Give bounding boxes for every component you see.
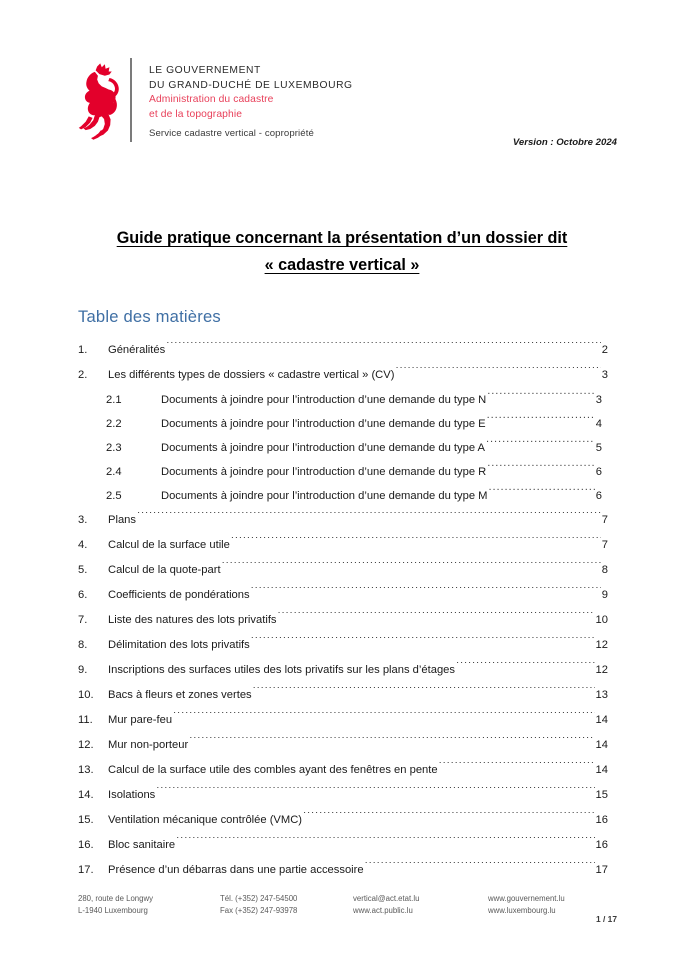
luxembourg-lion-icon (78, 58, 124, 144)
administration-line-2: et de la topographie (149, 108, 243, 120)
footer-line: Tél. (+352) 247-54500 (220, 894, 298, 903)
toc-entry-page: 12 (595, 639, 608, 651)
toc-entry-label: Ventilation mécanique contrôlée (VMC) (108, 814, 303, 826)
toc-entry-number: 10. (78, 689, 94, 701)
toc-entry[interactable] (78, 412, 608, 436)
toc-leader-dots (231, 537, 601, 548)
toc-entry-label: Documents à joindre pour l’introduction d’une demande du type A (161, 442, 486, 454)
toc-leader-dots (365, 862, 595, 873)
toc-entry-page: 2 (601, 344, 608, 356)
toc-entry-page: 16 (595, 814, 608, 826)
toc-entry-page: 13 (595, 689, 608, 701)
toc-entry-number: 15. (78, 814, 94, 826)
toc-entry-number: 2.3 (106, 442, 122, 454)
toc-entry-page: 4 (595, 418, 602, 430)
toc-entry-label: Calcul de la surface utile (108, 539, 230, 551)
toc-entry[interactable] (78, 608, 608, 633)
toc-entry-page: 14 (595, 714, 608, 726)
toc-entry-page: 3 (595, 394, 602, 406)
toc-entry-label: Mur pare-feu (108, 714, 173, 726)
toc-entry-page: 9 (601, 589, 608, 601)
toc-entry[interactable] (78, 708, 608, 733)
toc-leader-dots (251, 587, 601, 598)
toc-leader-dots (156, 787, 594, 798)
toc-entry[interactable] (78, 436, 608, 460)
toc-entry-number: 11. (78, 714, 93, 726)
page-number: 1 / 17 (596, 914, 617, 924)
toc-entry-page: 12 (595, 664, 608, 676)
toc-entry-number: 2.2 (106, 418, 122, 430)
toc-leader-dots (253, 687, 595, 698)
toc-heading: Table des matières (78, 307, 221, 326)
toc-entry-page: 6 (595, 466, 602, 478)
toc-leader-dots (489, 488, 595, 499)
toc-entry[interactable] (78, 484, 608, 508)
toc-entry-number: 5. (78, 564, 88, 576)
footer-column (353, 893, 488, 916)
toc-entry-page: 17 (595, 864, 608, 876)
toc-entry-number: 2.5 (106, 490, 122, 502)
toc-entry[interactable] (78, 783, 608, 808)
toc-entry-page: 8 (601, 564, 608, 576)
version-label: Version : Octobre 2024 (512, 137, 617, 148)
toc-leader-dots (176, 837, 594, 848)
toc-entry-number: 9. (78, 664, 88, 676)
toc-leader-dots (456, 662, 595, 673)
toc-entry[interactable] (78, 533, 608, 558)
toc-entry[interactable] (78, 808, 608, 833)
administration-line-1: Administration du cadastre (149, 94, 274, 106)
toc-leader-dots (439, 762, 595, 773)
toc-entry[interactable] (78, 833, 608, 858)
toc-entry-label: Documents à joindre pour l’introduction d’une demande du type N (161, 394, 487, 406)
toc-leader-dots (395, 367, 600, 378)
toc-entry[interactable] (78, 460, 608, 484)
government-line-1: LE GOUVERNEMENT (149, 65, 261, 76)
page-title-line-1: Guide pratique concernant la présentation d’un dossier dit (116, 229, 568, 247)
toc-entry-label: Plans (108, 514, 136, 526)
toc-leader-dots (173, 712, 595, 723)
toc-entry-label: Calcul de la quote-part (108, 564, 221, 576)
toc-entry[interactable] (78, 733, 608, 758)
document-header (78, 58, 618, 144)
toc-entry-label: Bacs à fleurs et zones vertes (108, 689, 252, 701)
toc-entry-page: 6 (595, 490, 602, 502)
toc-entry[interactable] (78, 558, 608, 583)
toc-entry-label: Mur non-porteur (108, 739, 189, 751)
toc-entry-page: 7 (601, 514, 608, 526)
footer-line: vertical@act.etat.lu (353, 894, 420, 903)
toc-leader-dots (487, 392, 595, 403)
footer-column (78, 893, 220, 916)
toc-leader-dots (278, 612, 595, 623)
toc-entry[interactable] (78, 658, 608, 683)
footer-column (488, 893, 608, 916)
toc-entry-number: 13. (78, 764, 94, 776)
header-divider (130, 58, 132, 142)
toc-entry-number: 4. (78, 539, 88, 551)
toc-entry-number: 8. (78, 639, 88, 651)
toc-entry-label: Liste des natures des lots privatifs (108, 614, 277, 626)
toc-leader-dots (486, 440, 595, 451)
toc-entry-label: Documents à joindre pour l’introduction d’une demande du type R (161, 466, 487, 478)
footer-line: www.luxembourg.lu (488, 905, 556, 915)
toc-leader-dots (222, 562, 601, 573)
page-title (78, 225, 606, 279)
toc-entry[interactable] (78, 363, 608, 388)
toc-entry[interactable] (78, 388, 608, 412)
toc-entry-number: 16. (78, 839, 94, 851)
toc-entry-label: Documents à joindre pour l’introduction d’une demande du type E (161, 418, 486, 430)
footer-column (220, 893, 353, 916)
table-of-contents (78, 338, 608, 883)
toc-entry-number: 2.1 (106, 394, 122, 406)
toc-entry-number: 12. (78, 739, 94, 751)
toc-entry-label: Généralités (108, 344, 166, 356)
toc-entry-label: Présence d’un débarras dans une partie accessoire (108, 864, 364, 876)
toc-entry-label: Bloc sanitaire (108, 839, 176, 851)
toc-entry-number: 14. (78, 789, 94, 801)
toc-entry[interactable] (78, 508, 608, 533)
service-line: Service cadastre vertical - copropriété (149, 128, 314, 140)
toc-entry[interactable] (78, 633, 608, 658)
toc-entry-number: 6. (78, 589, 88, 601)
toc-leader-dots (189, 737, 594, 748)
toc-entry-page: 16 (595, 839, 608, 851)
page-title-line-2: « cadastre vertical » (264, 256, 420, 274)
toc-entry[interactable] (78, 583, 608, 608)
toc-entry-page: 3 (601, 369, 608, 381)
toc-entry-page: 14 (595, 739, 608, 751)
toc-leader-dots (137, 512, 601, 523)
toc-entry-number: 2. (78, 369, 88, 381)
footer-line: L-1940 Luxembourg (78, 905, 148, 915)
toc-entry-number: 1. (78, 344, 88, 356)
toc-entry[interactable] (78, 683, 608, 708)
toc-entry-label: Les différents types de dossiers « cadastre vertical » (CV) (108, 369, 395, 381)
toc-entry-label: Calcul de la surface utile des combles ayant des fenêtres en pente (108, 764, 438, 776)
header-text-block (149, 58, 618, 142)
toc-leader-dots (303, 812, 595, 823)
toc-entry-page: 10 (595, 614, 608, 626)
toc-entry-number: 3. (78, 514, 88, 526)
document-footer (78, 893, 608, 916)
toc-leader-dots (166, 342, 601, 353)
toc-entry-page: 5 (595, 442, 602, 454)
toc-leader-dots (251, 637, 595, 648)
government-line-2: DU GRAND-DUCHÉ DE LUXEMBOURG (149, 79, 353, 91)
toc-entry-label: Documents à joindre pour l’introduction d’une demande du type M (161, 490, 488, 502)
toc-entry-page: 14 (595, 764, 608, 776)
toc-entry-label: Délimitation des lots privatifs (108, 639, 250, 651)
toc-entry-number: 2.4 (106, 466, 122, 478)
toc-entry-label: Inscriptions des surfaces utiles des lots privatifs sur les plans d’étages (108, 664, 455, 676)
toc-leader-dots (487, 416, 595, 427)
toc-entry-number: 7. (78, 614, 88, 626)
toc-entry-label: Coefficients de pondérations (108, 589, 250, 601)
toc-entry-number: 17. (78, 864, 94, 876)
footer-line: 280, route de Longwy (78, 894, 153, 903)
toc-entry[interactable] (78, 758, 608, 783)
toc-entry-page: 15 (595, 789, 608, 801)
toc-entry[interactable] (78, 338, 608, 363)
toc-entry[interactable] (78, 858, 608, 883)
footer-line: Fax (+352) 247-93978 (220, 905, 298, 915)
footer-line: www.act.public.lu (353, 905, 413, 915)
toc-entry-label: Isolations (108, 789, 156, 801)
footer-line: www.gouvernement.lu (488, 894, 565, 903)
toc-leader-dots (487, 464, 595, 475)
toc-entry-page: 7 (601, 539, 608, 551)
